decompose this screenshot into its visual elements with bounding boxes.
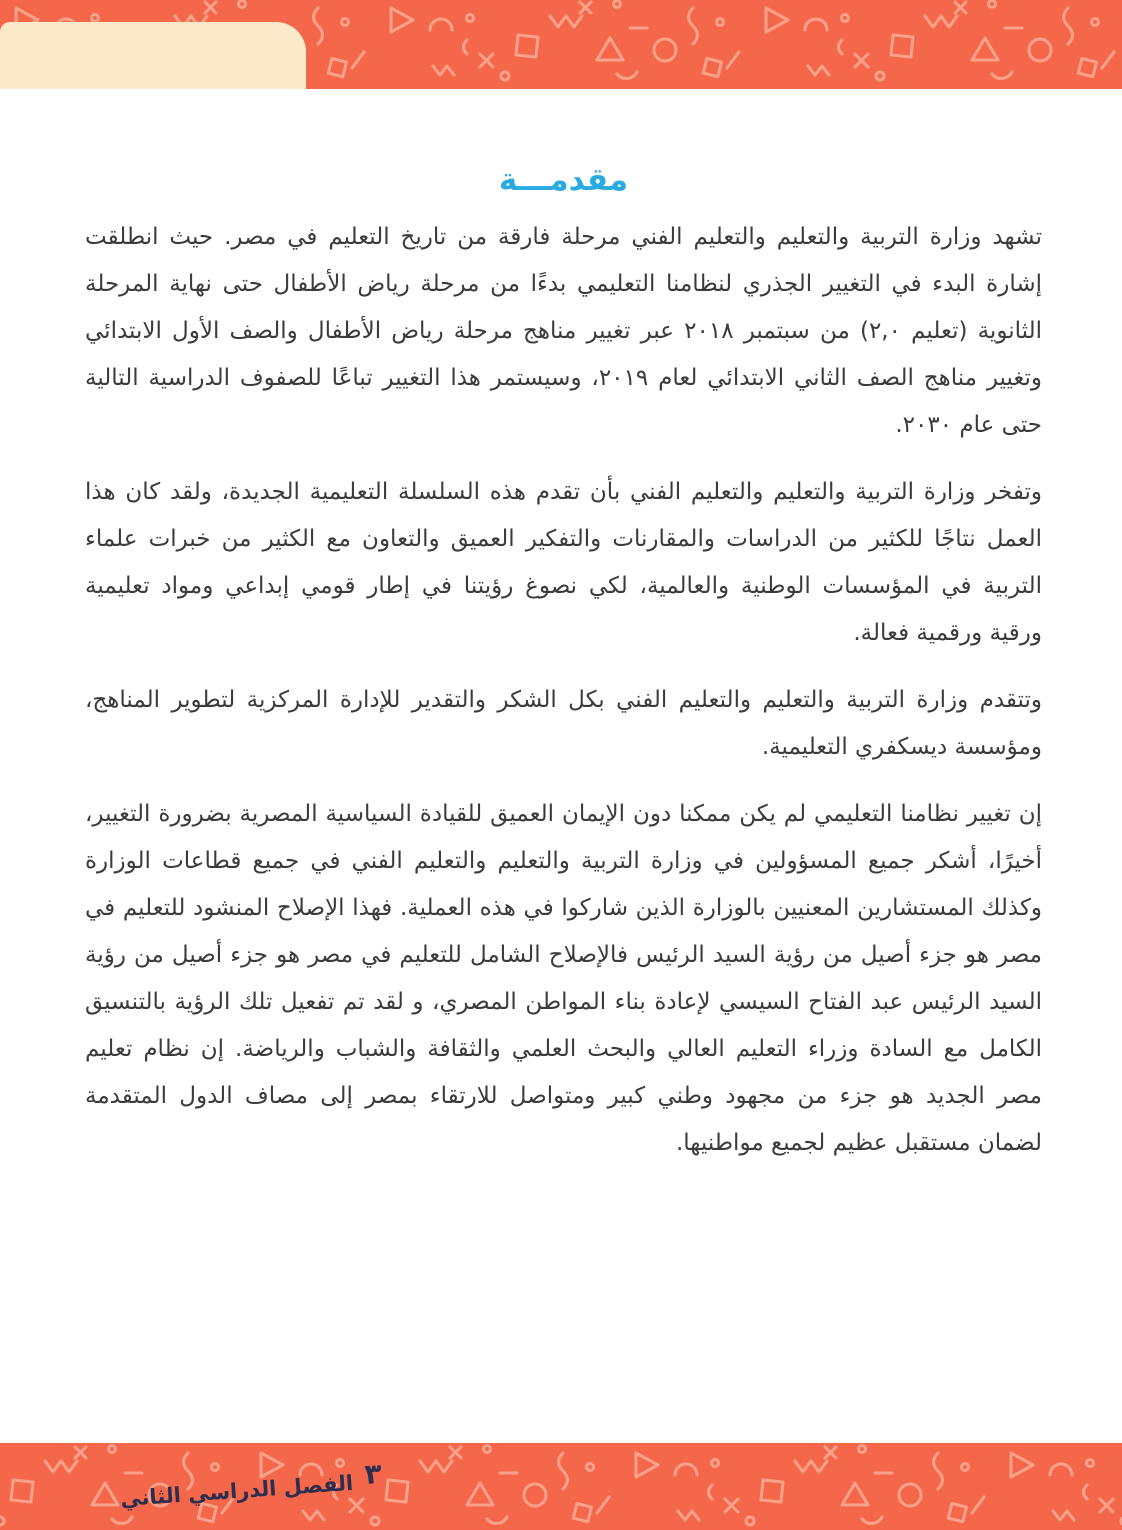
intro-paragraph-4: إن تغيير نظامنا التعليمي لم يكن ممكنا دون الإيمان العميق للقيادة السياسية المصرية بضرورة التغيير، أخيرًا، أشكر جميع المسؤولين في وزارة التربية والتعليم والتعليم الفني في جميع قطاعات الوزارة وكذلك المستشارين المعنيين بالوزارة الذين شاركوا في هذه العملية. فهذا الإصلاح المنشود للتعليم في مصر هو جزء أصيل من رؤية السيد الرئيس فالإصلاح الشامل للتعليم في مصر هو جزء أصيل من رؤية السيد الرئيس عبد الفتاح السيسي لإعادة بناء المواطن المصري، و لقد تم تفعيل تلك الرؤية بالتنسيق الكامل مع السادة وزراء التعليم العالي والبحث العلمي والثقافة والشباب والرياضة. إن نظام تعليم مصر الجديد هو جزء من مجهود وطني كبير ومتواصل للارتقاء بمصر إلى مصاف الدول المتقدمة لضمان مستقبل عظيم لجميع مواطنيها. xyxy=(85,801,1042,1156)
header-tab xyxy=(0,22,306,89)
semester-label: الفصل الدراسي الثاني xyxy=(119,1470,354,1511)
intro-paragraph-2: وتفخر وزارة التربية والتعليم والتعليم الفني بأن تقدم هذه السلسلة التعليمية الجديدة، ولقد كان هذا العمل نتاجًا للكثير من الدراسات والمقارنات والتفكير العميق والتعاون مع الكثير من خبرات علماء التربية في المؤسسات الوطنية والعالمية، لكي نصوغ رؤيتنا في إطار قومي إبداعي ومواد تعليمية ورقية ورقمية فعالة. xyxy=(85,479,1042,646)
intro-paragraph-1: تشهد وزارة التربية والتعليم والتعليم الفني مرحلة فارقة من تاريخ التعليم في مصر. حيث انطلقت إشارة البدء في التغيير الجذري لنظامنا التعليمي بدءًا من مرحلة رياض الأطفال حتى نهاية المرحلة الثانوية (تعليم ٢,٠) من سبتمبر ٢٠١٨ عبر تغيير مناهج مرحلة رياض الأطفال والصف الأول الابتدائي وتغيير مناهج الصف الثاني الابتدائي لعام ٢٠١٩، وسيستمر هذا التغيير تباعًا للصفوف الدراسية التالية حتى عام ٢٠٣٠. xyxy=(85,224,1042,438)
main-content xyxy=(85,160,1042,1187)
page-title: مقدمـــة xyxy=(498,162,629,198)
intro-paragraph-3: وتتقدم وزارة التربية والتعليم والتعليم الفني بكل الشكر والتقدير للإدارة المركزية لتطوير المناهج، ومؤسسة ديسكفري التعليمية. xyxy=(85,687,1042,760)
header-band xyxy=(0,0,1122,89)
page-number: ٣ xyxy=(363,1456,383,1492)
footer-band xyxy=(0,1443,1122,1530)
